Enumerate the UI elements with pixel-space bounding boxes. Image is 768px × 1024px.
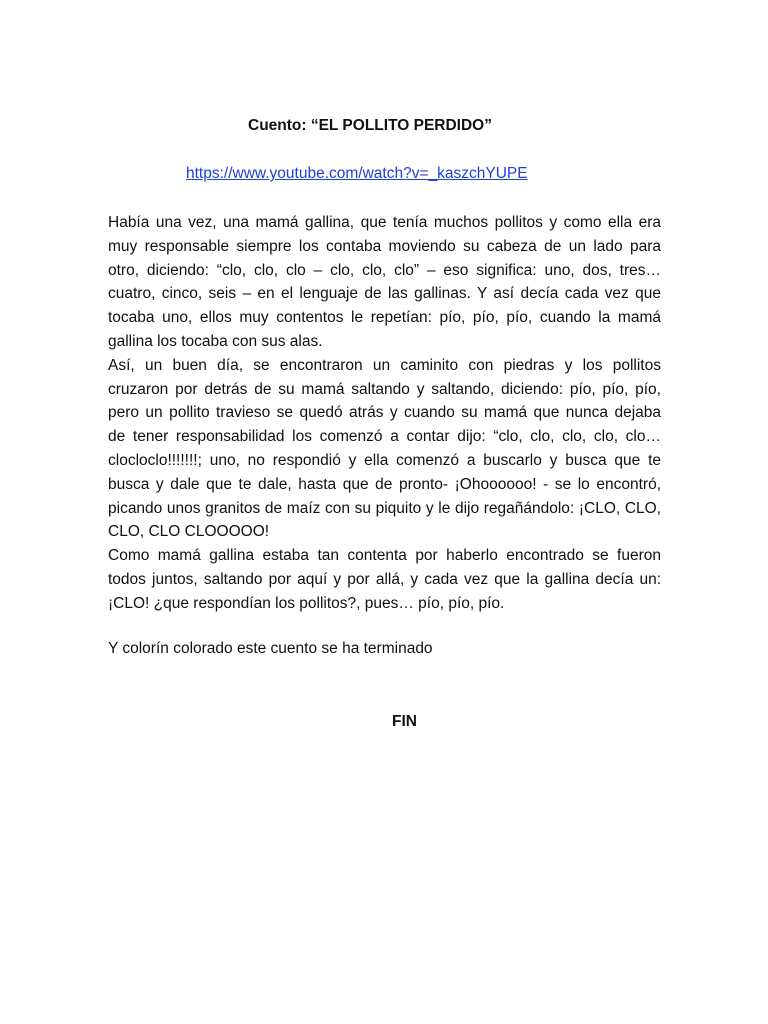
story-line: ¡CLO! ¿que respondían los pollitos?, pues… pío, pío, pío.: [108, 594, 505, 612]
story-line: otro, diciendo: “clo, clo, clo – clo, clo, clo” – eso significa: uno, dos, tres…: [108, 261, 661, 279]
story-line: tocaba uno, ellos muy contentos le repetían: pío, pío, pío, cuando la mamá: [108, 309, 661, 327]
story-line: todos juntos, saltando por aquí y por allá, y cada vez que la gallina decía un:: [108, 570, 661, 588]
youtube-link[interactable]: https://www.youtube.com/watch?v=_kaszchYUPE: [186, 165, 528, 182]
story-line: picando unos granitos de maíz con su piquito y le dijo regañándolo: ¡CLO, CLO,: [108, 499, 661, 517]
story-line: clocloclo!!!!!!!; uno, no respondió y ella comenzó a buscarlo y busca que te: [108, 451, 661, 469]
end-marker: FIN: [392, 713, 417, 730]
story-line: gallina los tocaba con sus alas.: [108, 332, 323, 350]
story-line: Había una vez, una mamá gallina, que tenía muchos pollitos y como ella era: [108, 214, 661, 231]
story-line: busca y dale que te dale, hasta que de pronto- ¡Ohoooooo! - se lo encontró,: [108, 475, 661, 493]
story-line: CLO, CLO CLOOOOO!: [108, 523, 270, 541]
story-body: [108, 211, 661, 616]
story-line: cuatro, cinco, seis – en el lenguaje de las gallinas. Y así decía cada vez que: [108, 285, 661, 303]
story-title: Cuento: “EL POLLITO PERDIDO”: [248, 117, 492, 134]
story-line: Como mamá gallina estaba tan contenta por haberlo encontrado se fueron: [108, 547, 661, 565]
story-line: pero un pollito travieso se quedó atrás y cuando su mamá que nunca dejaba: [108, 404, 661, 422]
story-line: Así, un buen día, se encontraron un caminito con piedras y los pollitos: [108, 356, 661, 374]
closing-line: Y colorín colorado este cuento se ha terminado: [108, 640, 433, 657]
story-line: cruzaron por detrás de su mamá saltando y saltando, diciendo: pío, pío, pío,: [108, 380, 661, 398]
story-line: de tener responsabilidad los comenzó a contar dijo: “clo, clo, clo, clo, clo…: [108, 428, 661, 446]
story-line: muy responsable siempre los contaba moviendo su cabeza de un lado para: [108, 237, 661, 255]
